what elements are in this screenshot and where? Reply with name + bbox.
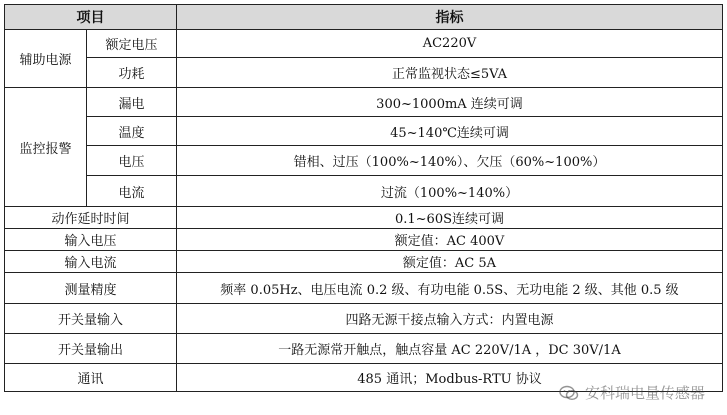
value-cell: 45~140℃连续可调 xyxy=(177,117,723,146)
table-row xyxy=(5,30,723,58)
table-row xyxy=(5,176,723,207)
table-row xyxy=(5,58,723,88)
watermark-text: 安科瑞电量传感器 xyxy=(584,384,705,402)
label-cell: 动作延时时间 xyxy=(5,207,177,229)
table-row xyxy=(5,88,723,117)
group-cell-monitor-alarm: 监控报警 xyxy=(5,88,87,207)
label-cell: 输入电压 xyxy=(5,229,177,251)
value-cell: 频率 0.05Hz、电压电流 0.2 级、有功电能 0.5S、无功电能 2 级、其他 0.5 级 xyxy=(177,273,723,304)
value-cell: 额定值：AC 400V xyxy=(177,229,723,251)
value-cell: 485 通讯；Modbus-RTU 协议 xyxy=(177,364,723,392)
table-row xyxy=(5,207,723,229)
header-item: 项目 xyxy=(5,5,177,30)
label-cell: 开关量输出 xyxy=(5,334,177,364)
label-cell: 开关量输入 xyxy=(5,304,177,334)
sub-cell: 漏电 xyxy=(87,88,177,117)
value-cell: 四路无源干接点输入方式：内置电源 xyxy=(177,304,723,334)
table-row xyxy=(5,146,723,176)
value-cell: 错相、过压（100%~140%）、欠压（60%~100%） xyxy=(177,146,723,176)
value-cell: 一路无源常开触点，触点容量 AC 220V/1A ，DC 30V/1A xyxy=(177,334,723,364)
table-row xyxy=(5,251,723,273)
value-cell: AC220V xyxy=(177,30,723,58)
label-cell: 通讯 xyxy=(5,364,177,392)
table-row xyxy=(5,304,723,334)
table-row xyxy=(5,229,723,251)
table-row xyxy=(5,117,723,146)
sub-cell: 温度 xyxy=(87,117,177,146)
table-header-row xyxy=(5,5,723,30)
sub-cell: 功耗 xyxy=(87,58,177,88)
value-cell: 300~1000mA 连续可调 xyxy=(177,88,723,117)
spec-table xyxy=(4,4,723,392)
sub-cell: 电流 xyxy=(87,176,177,207)
header-indicator: 指标 xyxy=(177,5,723,30)
wechat-icon xyxy=(559,385,579,401)
watermark xyxy=(559,382,705,403)
table-row xyxy=(5,273,723,304)
sub-cell: 额定电压 xyxy=(87,30,177,58)
group-cell-aux-power: 辅助电源 xyxy=(5,30,87,88)
value-cell: 0.1~60S连续可调 xyxy=(177,207,723,229)
label-cell: 输入电流 xyxy=(5,251,177,273)
table-row xyxy=(5,334,723,364)
sub-cell: 电压 xyxy=(87,146,177,176)
label-cell: 测量精度 xyxy=(5,273,177,304)
value-cell: 正常监视状态≤5VA xyxy=(177,58,723,88)
value-cell: 额定值：AC 5A xyxy=(177,251,723,273)
value-cell: 过流（100%~140%） xyxy=(177,176,723,207)
